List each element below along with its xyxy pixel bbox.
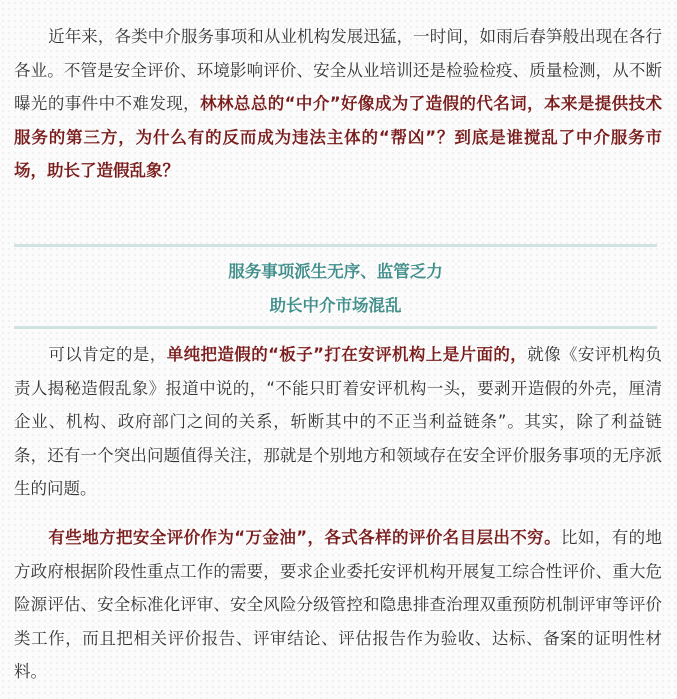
- body-highlight-text: 有些地方把安全评价作为“万金油”，各式各样的评价名目层出不穷。: [48, 528, 561, 547]
- section-heading-line1: 服务事项派生无序、监管乏力: [228, 262, 443, 281]
- body-highlight-text: 单纯把造假的“板子”打在安评机构上是片面的，: [166, 345, 528, 364]
- body-paragraph-1: [14, 338, 662, 506]
- section-heading-line2: 助长中介市场混乱: [269, 296, 402, 315]
- body-paragraph-2: [14, 521, 662, 689]
- intro-highlight-text: 林林总总的“中介”好像成为了造假的代名词，本来是提供技术服务的第三方，为什么有的反而成为违法主体的“帮凶”？到底是谁搅乱了中介服务市场，助长了造假乱象？: [14, 94, 662, 181]
- body-text: 比如，有的地方政府根据阶段性重点工作的需要，要求企业委托安评机构开展复工综合性评价、重大危险源评估、安全标准化评审、安全风险分级管控和隐患排查治理双重预防机制评审等评价类工作，而且把相关评价报告、评审结论、评估报告作为验收、达标、备案的证明性材料。: [14, 528, 662, 682]
- intro-text: 近年来，各类中介服务事项和从业机构发展迅猛，一时间，如雨后春笋般出现在各行各业。不管是安全评价、环境影响评价、安全从业培训还是检验检疫、质量检测，从不断曝光的事件中不难发现，: [14, 27, 662, 114]
- body-text: 就像《安评机构负责人揭秘造假乱象》报道中说的，“不能只盯着安评机构一头，要剥开造假的外壳，厘清企业、机构、政府部门之间的关系，斩断其中的不正当利益链条”。其实，除了利益链条，还有一个突出问题值得关注，那就是个别地方和领域存在安全评价服务事项的无序派生的问题。: [14, 345, 663, 499]
- body-lead-text: 可以肯定的是，: [48, 345, 167, 364]
- section-divider-top: [14, 244, 657, 247]
- section-divider-bottom: [14, 326, 657, 329]
- intro-paragraph: [14, 20, 662, 188]
